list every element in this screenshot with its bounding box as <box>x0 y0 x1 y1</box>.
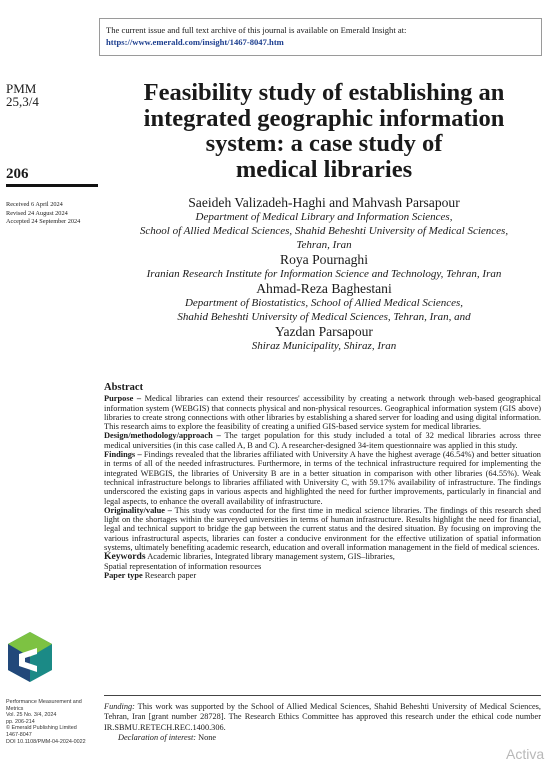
paper-type <box>104 571 541 580</box>
volume-issue: 25,3/4 <box>6 94 39 109</box>
purpose-text: Medical libraries can extend their resources' accessibility by creating a network through web-based geographical information system (WEBGIS) that connects physical and non-physical resources. Geographical information system (GIS above) libraries to create strong connections with other libraries by establishing a shared server for loading and using digital information. This research aims to explore the feasibility of creating a unified GIS-based service system for medical libraries. <box>104 394 541 432</box>
journal-url-link[interactable]: https://www.emerald.com/insight/1467-8047.htm <box>106 37 284 47</box>
issn: 1467-8047 <box>6 731 32 738</box>
page-number: 206 <box>6 166 29 182</box>
purpose-label: Purpose – <box>104 394 142 404</box>
author-name: Roya Pournaghi <box>280 252 368 267</box>
findings-text: Findings revealed that the libraries affiliated with University A have the highest average (46.54%) and better situation in terms of all of the needed infrastructures. Furthermore, in terms of the technical infrastructure required for implementing the integrated WEBGIS, the libraries of University B are in a better situation in comparison with other libraries (64.55%). Weak technical infrastructure belongs to libraries affiliated with University C, with 59.17% availability of infrastructure. The findings underscored the existing gaps in various aspects and highlighted the need for further improvements, particularly in financial and legal aspects, to enhance the overall availability of infrastructure. <box>104 450 541 506</box>
author-names: Saeideh Valizadeh-Haghi and Mahvash Parsapour <box>188 195 460 210</box>
keywords-text: Academic libraries, Integrated library management system, GIS–libraries, <box>145 552 395 562</box>
findings-label: Findings – <box>104 450 142 460</box>
revised-date: Revised 24 August 2024 <box>6 209 68 217</box>
author-affiliation: School of Allied Medical Sciences, Shahid Beheshti University of Medical Sciences, <box>139 225 509 237</box>
accepted-date: Accepted 24 September 2024 <box>6 218 81 225</box>
activation-watermark: Activa <box>506 746 545 762</box>
article-dates <box>6 201 80 227</box>
keywords-label: Keywords <box>104 551 146 563</box>
interest-label: Declaration of interest: <box>118 733 197 743</box>
title-line: medical libraries <box>235 155 413 183</box>
abstract-section <box>104 383 541 580</box>
design-text: The target population for this study included a total of 32 medical libraries across three medical universities (in this case called A, B and C). A researcher-designed 34-item questionnaire was applied in this study. <box>104 431 542 450</box>
doi: DOI 10.1108/PMM-04-2024-0022 <box>6 738 86 745</box>
funding-text: This work was supported by the School of Allied Medical Sciences, Shahid Beheshti University of Medical Sciences, Tehran, Iran [grant number 28728]. The Research Ethics Committee has approved this research under the ethical code number IR.SBMU.RETECH.REC.1400.306. <box>104 702 541 732</box>
interest-statement <box>104 733 541 743</box>
author-affiliation: Shiraz Municipality, Shiraz, Iran <box>251 340 397 352</box>
design-label: Design/methodology/approach – <box>104 431 221 441</box>
abstract-findings <box>104 450 541 506</box>
paper-type-label: Paper type <box>104 570 143 580</box>
interest-text: None <box>196 733 217 743</box>
paper-type-text: Research paper <box>142 570 197 580</box>
author-affiliation: Iranian Research Institute for Information Science and Technology, Tehran, Iran <box>146 268 502 280</box>
author-affiliation: Shahid Beheshti University of Medical Sciences, Tehran, Iran, and <box>177 311 471 323</box>
keywords <box>104 552 541 561</box>
page-range: pp. 206-214 <box>6 718 35 725</box>
received-date: Received 6 April 2024 <box>6 201 63 208</box>
volume-info: Vol. 25 No. 3/4, 2024 <box>6 712 57 719</box>
author-affiliation: Department of Medical Library and Information Sciences, <box>195 211 453 223</box>
journal-abbr: PMM <box>6 81 37 96</box>
journal-abbreviation <box>6 82 39 108</box>
publisher: © Emerald Publishing Limited <box>6 725 77 732</box>
abstract-heading: Abstract <box>104 382 144 393</box>
footnote <box>104 702 541 744</box>
page-number-rule <box>6 184 98 187</box>
originality-label: Originality/value – <box>104 505 172 515</box>
author-list <box>104 195 544 353</box>
keywords-continued: Spatial representation of information resources <box>104 561 262 571</box>
originality-text: This study was conducted for the first time in medical science libraries. The findings of this research shed light on the shortages within the surveyed universities in terms of human infrastructure. Results highlight the need for financial, legal and technical support to bridge the gap between the current status and the desired situation. By focusing on improving the various infrastructural aspects, libraries can foster a conducive environment for the effective utilization of spatial information systems, ultimately benefiting academic research, education and overall information management in the field of medical sciences. <box>104 505 541 553</box>
publisher-logo-icon <box>5 630 55 684</box>
abstract-design <box>104 431 541 450</box>
author-name: Ahmad-Reza Baghestani <box>256 281 392 296</box>
title-line: system: a case study of <box>205 130 443 157</box>
title-line: integrated geographic information <box>143 104 505 132</box>
funding-statement <box>104 702 541 733</box>
author-affiliation: Tehran, Iran <box>296 239 352 251</box>
archive-notice: The current issue and full text archive of this journal is available on Emerald Insight at: <box>106 25 407 35</box>
article-title <box>104 80 544 182</box>
title-line: Feasibility study of establishing an <box>143 79 505 106</box>
author-affiliation: Department of Biostatistics, School of Allied Medical Sciences, <box>184 297 464 309</box>
funding-label: Funding: <box>104 702 135 711</box>
author-name: Yazdan Parsapour <box>275 324 373 339</box>
footnote-divider <box>104 695 541 696</box>
journal-name: Metrics <box>6 705 24 712</box>
journal-info <box>6 699 86 745</box>
abstract-purpose <box>104 394 541 431</box>
abstract-originality <box>104 506 541 552</box>
journal-notice-box <box>99 18 542 56</box>
journal-name: Performance Measurement and <box>6 699 82 705</box>
